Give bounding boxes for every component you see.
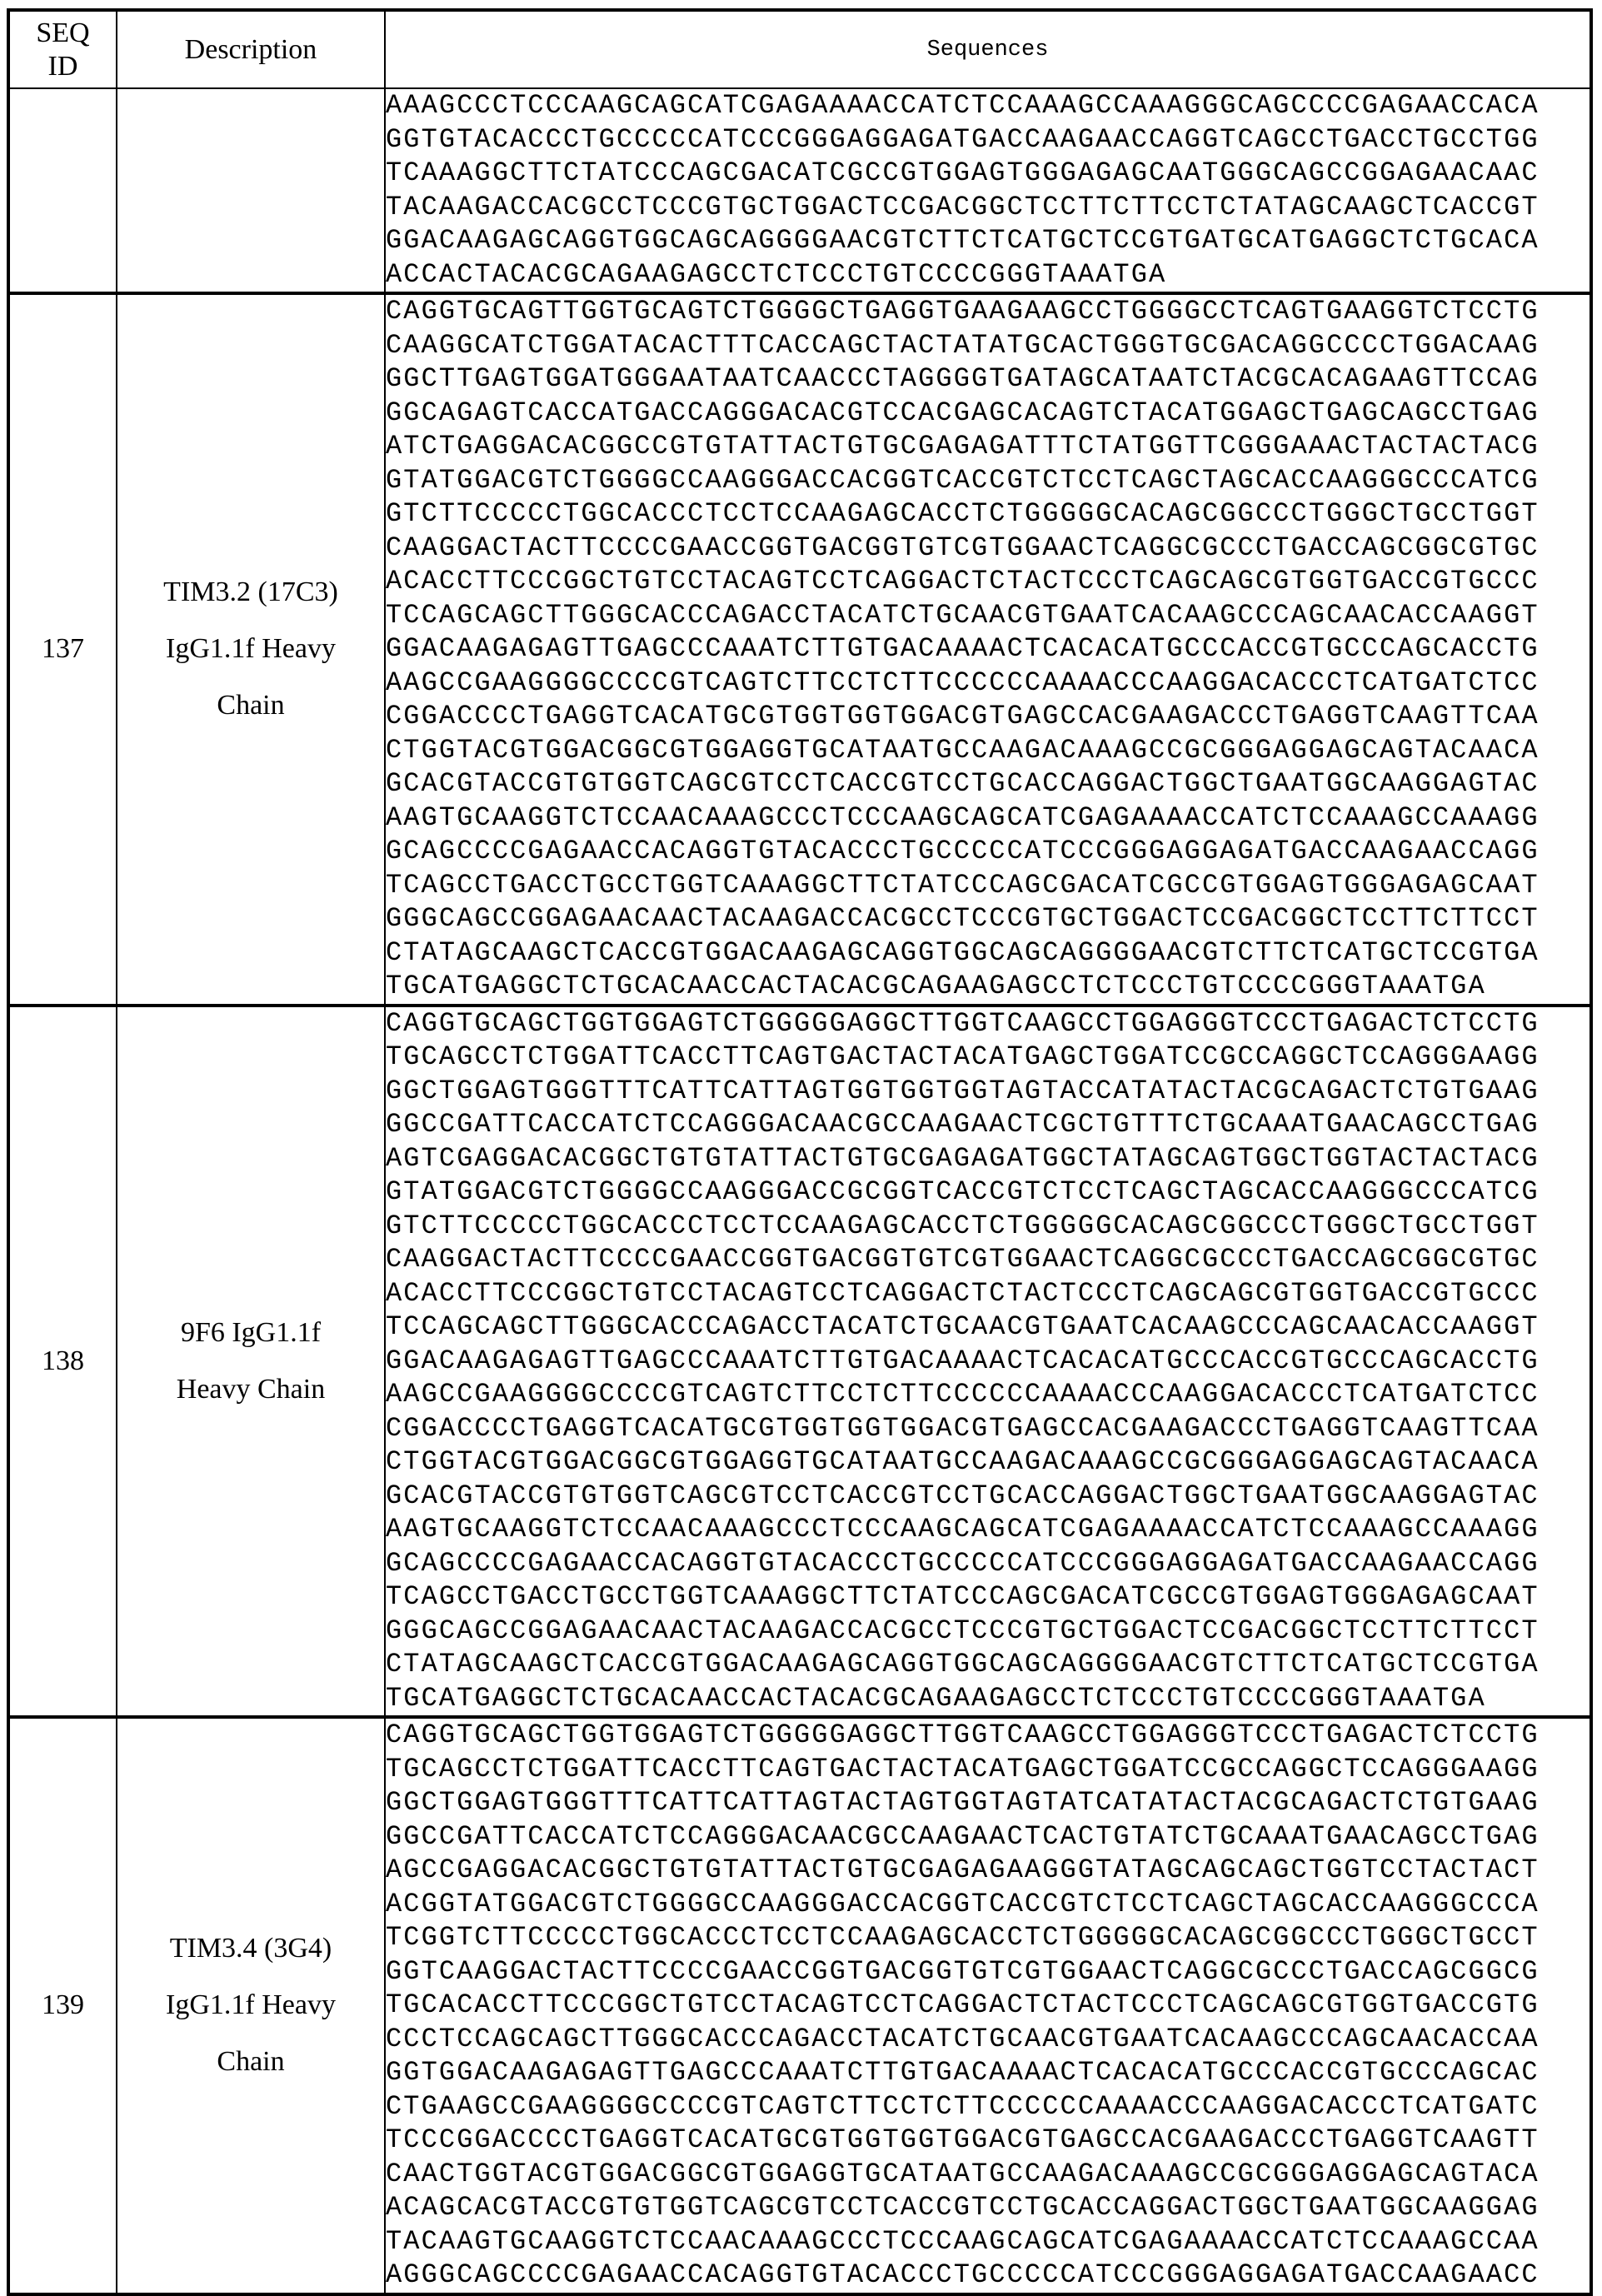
seq-id-cell: 139 — [8, 1717, 117, 2294]
sequence-line: GGACAAGAGAGTTGAGCCCAAATCTTGTGACAAAACTCACACATGCCCACCGTGCCCAGCACCTG — [386, 632, 1590, 666]
description-cell — [117, 1006, 385, 1718]
sequence-line: CCCTCCAGCAGCTTGGGCACCCAGACCTACATCTGCAACGTGAATCACAAGCCCAGCAACACCAA — [386, 2023, 1590, 2057]
sequence-line: CTGGTACGTGGACGGCGTGGAGGTGCATAATGCCAAGACAAAGCCGCGGGAGGAGCAGTACAACA — [386, 734, 1590, 768]
sequence-table — [7, 8, 1593, 2296]
sequence-line: AAGCCGAAGGGGCCCCGTCAGTCTTCCTCTTCCCCCCAAAACCCAAGGACACCCTCATGATCTCC — [386, 1378, 1590, 1412]
sequence-line: GGCTGGAGTGGGTTTCATTCATTAGTACTAGTGGTAGTATCATATACTACGCAGACTCTGTGAAG — [386, 1786, 1590, 1820]
sequence-line: CGGACCCCTGAGGTCACATGCGTGGTGGTGGACGTGAGCCACGAAGACCCTGAGGTCAAGTTCAA — [386, 1412, 1590, 1446]
sequence-cell — [385, 88, 1591, 293]
sequence-line: ACAGCACGTACCGTGTGGTCAGCGTCCTCACCGTCCTGCACCAGGACTGGCTGAATGGCAAGGAG — [386, 2191, 1590, 2225]
sequence-line: TGCAGCCTCTGGATTCACCTTCAGTGACTACTACATGAGCTGGATCCGCCAGGCTCCAGGGAAGG — [386, 1753, 1590, 1787]
sequence-line: CTGGTACGTGGACGGCGTGGAGGTGCATAATGCCAAGACAAAGCCGCGGGAGGAGCAGTACAACA — [386, 1445, 1590, 1480]
sequence-line: GTATGGACGTCTGGGGCCAAGGGACCGCGGTCACCGTCTCCTCAGCTAGCACCAAGGGCCCATCG — [386, 1175, 1590, 1210]
sequence-line: TACAAGACCACGCCTCCCGTGCTGGACTCCGACGGCTCCTTCTTCCTCTATAGCAAGCTCACCGT — [386, 191, 1590, 225]
sequence-line: CAGGTGCAGTTGGTGCAGTCTGGGGCTGAGGTGAAGAAGCCTGGGGCCTCAGTGAAGGTCTCCTG — [386, 295, 1590, 329]
sequence-line: GTCTTCCCCCTGGCACCCTCCTCCAAGAGCACCTCTGGGGGCACAGCGGCCCTGGGCTGCCTGGT — [386, 1210, 1590, 1244]
description-line: IgG1.1f Heavy — [117, 1977, 384, 2034]
sequence-line: CAGGTGCAGCTGGTGGAGTCTGGGGGAGGCTTGGTCAAGCCTGGAGGGTCCCTGAGACTCTCCTG — [386, 1007, 1590, 1041]
sequence-line: GGTGTACACCCTGCCCCCATCCCGGGAGGAGATGACCAAGAACCAGGTCAGCCTGACCTGCCTGG — [386, 123, 1590, 157]
description-cell — [117, 88, 385, 293]
sequence-line: AGCCGAGGACACGGCTGTGTATTACTGTGCGAGAGAAGGGTATAGCAGCAGCTGGTCCTACTACT — [386, 1854, 1590, 1888]
sequence-line: GCAGCCCCGAGAACCACAGGTGTACACCCTGCCCCCATCCCGGGAGGAGATGACCAAGAACCAGG — [386, 835, 1590, 869]
sequence-line: TACAAGTGCAAGGTCTCCAACAAAGCCCTCCCAAGCAGCATCGAGAAAACCATCTCCAAAGCCAA — [386, 2225, 1590, 2259]
sequence-line: GCACGTACCGTGTGGTCAGCGTCCTCACCGTCCTGCACCAGGACTGGCTGAATGGCAAGGAGTAC — [386, 1480, 1590, 1514]
sequence-line: TGCACACCTTCCCGGCTGTCCTACAGTCCTCAGGACTCTACTCCCTCAGCAGCGTGGTGACCGTG — [386, 1989, 1590, 2023]
table-row — [8, 1717, 1591, 2294]
sequence-line: AAGCCGAAGGGGCCCCGTCAGTCTTCCTCTTCCCCCCAAAACCCAAGGACACCCTCATGATCTCC — [386, 666, 1590, 701]
sequence-line: GGACAAGAGAGTTGAGCCCAAATCTTGTGACAAAACTCACACATGCCCACCGTGCCCAGCACCTG — [386, 1345, 1590, 1379]
sequence-line: TGCATGAGGCTCTGCACAACCACTACACGCAGAAGAGCCTCTCCCTGTCCCCGGGTAAATGA — [386, 970, 1590, 1004]
sequence-line: GGACAAGAGCAGGTGGCAGCAGGGGAACGTCTTCTCATGCTCCGTGATGCATGAGGCTCTGCACA — [386, 224, 1590, 258]
sequence-line: ACCACTACACGCAGAAGAGCCTCTCCCTGTCCCCGGGTAAATGA — [386, 258, 1590, 292]
seq-id-cell — [8, 88, 117, 293]
sequence-line: TCCAGCAGCTTGGGCACCCAGACCTACATCTGCAACGTGAATCACAAGCCCAGCAACACCAAGGT — [386, 1310, 1590, 1345]
description-line: 9F6 IgG1.1f — [117, 1305, 384, 1361]
sequence-line: GGCAGAGTCACCATGACCAGGGACACGTCCACGAGCACAGTCTACATGGAGCTGAGCAGCCTGAG — [386, 397, 1590, 431]
sequence-cell — [385, 293, 1591, 1006]
header-seq-id-line: SEQ — [10, 17, 116, 50]
sequence-line: GCAGCCCCGAGAACCACAGGTGTACACCCTGCCCCCATCCCGGGAGGAGATGACCAAGAACCAGG — [386, 1547, 1590, 1581]
description-line: TIM3.4 (3G4) — [117, 1920, 384, 1977]
sequence-line: GGCCGATTCACCATCTCCAGGGACAACGCCAAGAACTCACTGTATCTGCAAATGAACAGCCTGAG — [386, 1820, 1590, 1854]
sequence-line: AAGTGCAAGGTCTCCAACAAAGCCCTCCCAAGCAGCATCGAGAAAACCATCTCCAAAGCCAAAGG — [386, 801, 1590, 836]
table-row — [8, 88, 1591, 293]
sequence-line: ATCTGAGGACACGGCCGTGTATTACTGTGCGAGAGATTTCTATGGTTCGGGAAACTACTACTACG — [386, 430, 1590, 464]
sequence-line: CTATAGCAAGCTCACCGTGGACAAGAGCAGGTGGCAGCAGGGGAACGTCTTCTCATGCTCCGTGA — [386, 936, 1590, 971]
sequence-line: TCAGCCTGACCTGCCTGGTCAAAGGCTTCTATCCCAGCGACATCGCCGTGGAGTGGGAGAGCAAT — [386, 1580, 1590, 1615]
description-line: Chain — [117, 2034, 384, 2090]
sequence-line: TGCATGAGGCTCTGCACAACCACTACACGCAGAAGAGCCTCTCCCTGTCCCCGGGTAAATGA — [386, 1682, 1590, 1716]
sequence-line: ACACCTTCCCGGCTGTCCTACAGTCCTCAGGACTCTACTCCCTCAGCAGCGTGGTGACCGTGCCC — [386, 1277, 1590, 1311]
sequence-line: GGCTGGAGTGGGTTTCATTCATTAGTGGTGGTGGTAGTACCATATACTACGCAGACTCTGTGAAG — [386, 1075, 1590, 1109]
description-cell — [117, 1717, 385, 2294]
table-header-row — [8, 10, 1591, 88]
sequence-line: TGCAGCCTCTGGATTCACCTTCAGTGACTACTACATGAGCTGGATCCGCCAGGCTCCAGGGAAGG — [386, 1041, 1590, 1075]
sequence-line: CTATAGCAAGCTCACCGTGGACAAGAGCAGGTGGCAGCAGGGGAACGTCTTCTCATGCTCCGTGA — [386, 1648, 1590, 1682]
sequence-line: ACACCTTCCCGGCTGTCCTACAGTCCTCAGGACTCTACTCCCTCAGCAGCGTGGTGACCGTGCCC — [386, 565, 1590, 599]
sequence-line: GGGCAGCCGGAGAACAACTACAAGACCACGCCTCCCGTGCTGGACTCCGACGGCTCCTTCTTCCT — [386, 1615, 1590, 1649]
sequence-line: GGTCAAGGACTACTTCCCCGAACCGGTGACGGTGTCGTGGAACTCAGGCGCCCTGACCAGCGGCG — [386, 1955, 1590, 1989]
sequence-line: GGCCGATTCACCATCTCCAGGGACAACGCCAAGAACTCGCTGTTTCTGCAAATGAACAGCCTGAG — [386, 1108, 1590, 1142]
sequence-line: GCACGTACCGTGTGGTCAGCGTCCTCACCGTCCTGCACCAGGACTGGCTGAATGGCAAGGAGTAC — [386, 767, 1590, 801]
description-line: Chain — [117, 677, 384, 734]
sequence-line: TCCCGGACCCCTGAGGTCACATGCGTGGTGGTGGACGTGAGCCACGAAGACCCTGAGGTCAAGTT — [386, 2124, 1590, 2158]
description-line: TIM3.2 (17C3) — [117, 564, 384, 621]
header-sequences: Sequences — [385, 10, 1591, 88]
sequence-line: GTCTTCCCCCTGGCACCCTCCTCCAAGAGCACCTCTGGGGGCACAGCGGCCCTGGGCTGCCTGGT — [386, 497, 1590, 532]
description-cell — [117, 293, 385, 1006]
sequence-cell — [385, 1006, 1591, 1718]
sequence-line: TCCAGCAGCTTGGGCACCCAGACCTACATCTGCAACGTGAATCACAAGCCCAGCAACACCAAGGT — [386, 599, 1590, 633]
sequence-line: CAGGTGCAGCTGGTGGAGTCTGGGGGAGGCTTGGTCAAGCCTGGAGGGTCCCTGAGACTCTCCTG — [386, 1719, 1590, 1753]
sequence-line: TCGGTCTTCCCCCTGGCACCCTCCTCCAAGAGCACCTCTGGGGGCACAGCGGCCCTGGGCTGCCT — [386, 1921, 1590, 1955]
sequence-line: CAAGGCATCTGGATACACTTTCACCAGCTACTATATGCACTGGGTGCGACAGGCCCCTGGACAAG — [386, 329, 1590, 363]
sequence-line: TCAGCCTGACCTGCCTGGTCAAAGGCTTCTATCCCAGCGACATCGCCGTGGAGTGGGAGAGCAAT — [386, 869, 1590, 903]
sequence-line: ACGGTATGGACGTCTGGGGCCAAGGGACCACGGTCACCGTCTCCTCAGCTAGCACCAAGGGCCCA — [386, 1888, 1590, 1922]
sequence-line: TCAAAGGCTTCTATCCCAGCGACATCGCCGTGGAGTGGGAGAGCAATGGGCAGCCGGAGAACAAC — [386, 157, 1590, 191]
header-description: Description — [117, 10, 385, 88]
header-seq-id-line: ID — [10, 50, 116, 83]
sequence-cell — [385, 1717, 1591, 2294]
sequence-line: AGGGCAGCCCCGAGAACCACAGGTGTACACCCTGCCCCCATCCCGGGAGGAGATGACCAAGAACC — [386, 2259, 1590, 2293]
sequence-line: AGTCGAGGACACGGCTGTGTATTACTGTGCGAGAGATGGCTATAGCAGTGGCTGGTACTACTACG — [386, 1142, 1590, 1176]
sequence-line: CGGACCCCTGAGGTCACATGCGTGGTGGTGGACGTGAGCCACGAAGACCCTGAGGTCAAGTTCAA — [386, 700, 1590, 734]
table-row — [8, 293, 1591, 1006]
sequence-line: CAACTGGTACGTGGACGGCGTGGAGGTGCATAATGCCAAGACAAAGCCGCGGGAGGAGCAGTACA — [386, 2158, 1590, 2192]
seq-id-cell: 137 — [8, 293, 117, 1006]
sequence-line: GGTGGACAAGAGAGTTGAGCCCAAATCTTGTGACAAAACTCACACATGCCCACCGTGCCCAGCAC — [386, 2056, 1590, 2090]
table-row — [8, 1006, 1591, 1718]
sequence-line: CAAGGACTACTTCCCCGAACCGGTGACGGTGTCGTGGAACTCAGGCGCCCTGACCAGCGGCGTGC — [386, 1243, 1590, 1277]
description-line: IgG1.1f Heavy — [117, 621, 384, 677]
sequence-line: AAAGCCCTCCCAAGCAGCATCGAGAAAACCATCTCCAAAGCCAAAGGGCAGCCCCGAGAACCACA — [386, 89, 1590, 123]
sequence-line: CTGAAGCCGAAGGGGCCCCGTCAGTCTTCCTCTTCCCCCCAAAACCCAAGGACACCCTCATGATC — [386, 2090, 1590, 2124]
sequence-line: CAAGGACTACTTCCCCGAACCGGTGACGGTGTCGTGGAACTCAGGCGCCCTGACCAGCGGCGTGC — [386, 532, 1590, 566]
description-line: Heavy Chain — [117, 1361, 384, 1418]
seq-id-cell: 138 — [8, 1006, 117, 1718]
sequence-line: GTATGGACGTCTGGGGCCAAGGGACCACGGTCACCGTCTCCTCAGCTAGCACCAAGGGCCCATCG — [386, 464, 1590, 498]
sequence-line: GGGCAGCCGGAGAACAACTACAAGACCACGCCTCCCGTGCTGGACTCCGACGGCTCCTTCTTCCT — [386, 902, 1590, 936]
sequence-line: GGCTTGAGTGGATGGGAATAATCAACCCTAGGGGTGATAGCATAATCTACGCACAGAAGTTCCAG — [386, 362, 1590, 397]
header-seq-id — [8, 10, 117, 88]
sequence-line: AAGTGCAAGGTCTCCAACAAAGCCCTCCCAAGCAGCATCGAGAAAACCATCTCCAAAGCCAAAGG — [386, 1513, 1590, 1547]
